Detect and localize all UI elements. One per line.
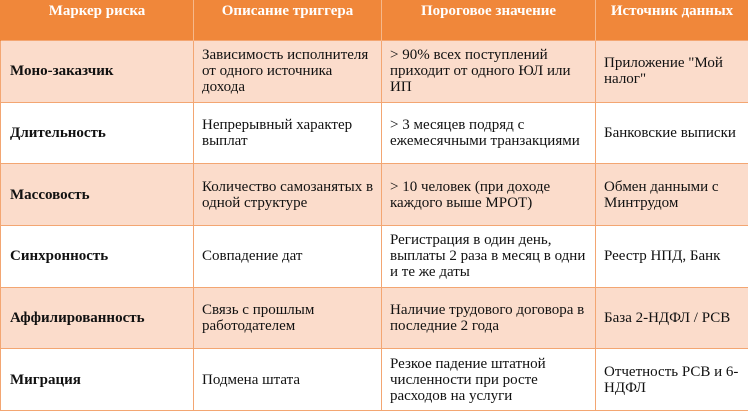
table-row (1, 102, 748, 164)
table-row (1, 287, 748, 349)
cell-threshold: > 10 человек (при доходе каждого выше МРОТ) (382, 164, 596, 226)
cell-threshold: > 3 месяцев подряд с ежемесячными транзакциями (382, 102, 596, 164)
cell-marker: Миграция (1, 349, 194, 411)
cell-description: Непрерывный характер выплат (194, 102, 382, 164)
cell-source: Реестр НПД, Банк (596, 225, 748, 287)
table-row (1, 164, 748, 226)
cell-source: База 2-НДФЛ / РСВ (596, 287, 748, 349)
header-source: Источник данных (596, 0, 748, 41)
cell-threshold: Наличие трудового договора в последние 2 года (382, 287, 596, 349)
cell-marker: Аффилированность (1, 287, 194, 349)
cell-threshold: Резкое падение штатной численности при росте расходов на услуги (382, 349, 596, 411)
cell-description: Совпадение дат (194, 225, 382, 287)
header-description: Описание триггера (194, 0, 382, 41)
cell-marker: Массовость (1, 164, 194, 226)
table-row (1, 225, 748, 287)
header-threshold: Пороговое значение (382, 0, 596, 41)
table-row (1, 349, 748, 411)
cell-marker: Синхронность (1, 225, 194, 287)
cell-threshold: Регистрация в один день, выплаты 2 раза в месяц в одни и те же даты (382, 225, 596, 287)
cell-source: Приложение "Мой налог" (596, 41, 748, 103)
cell-source: Обмен данными с Минтрудом (596, 164, 748, 226)
table-body (1, 41, 748, 411)
cell-marker: Длительность (1, 102, 194, 164)
table-row (1, 41, 748, 103)
cell-description: Количество самозанятых в одной структуре (194, 164, 382, 226)
header-row (1, 0, 748, 41)
cell-threshold: > 90% всех поступлений приходит от одного ЮЛ или ИП (382, 41, 596, 103)
cell-description: Зависимость исполнителя от одного источника дохода (194, 41, 382, 103)
cell-description: Подмена штата (194, 349, 382, 411)
cell-description: Связь с прошлым работодателем (194, 287, 382, 349)
header-marker: Маркер риска (1, 0, 194, 41)
cell-source: Банковские выписки (596, 102, 748, 164)
table-header (1, 0, 748, 41)
cell-source: Отчетность РСВ и 6-НДФЛ (596, 349, 748, 411)
cell-marker: Моно-заказчик (1, 41, 194, 103)
